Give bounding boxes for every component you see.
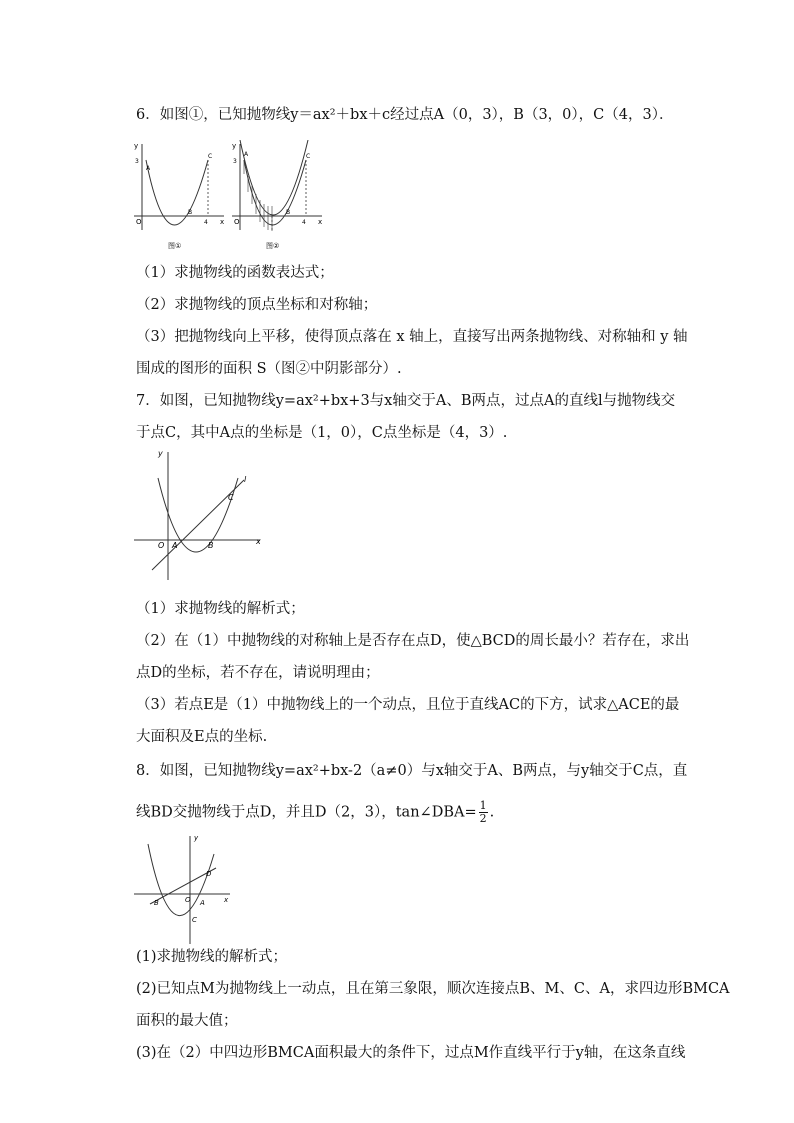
caption-fig1: 图①	[168, 242, 182, 250]
q7-stem-line1: 7．如图，已知抛物线y=ax²+bx+3与x轴交于A、B两点，过点A的直线l与抛物线交	[136, 393, 676, 409]
q7-part3-line1: （3）若点E是（1）中抛物线上的一个动点，且位于直线AC的下方，试求△ACE的最	[136, 697, 680, 713]
point-b: B	[208, 541, 214, 550]
origin-label: O	[234, 218, 240, 226]
point-a: A	[146, 165, 151, 172]
fraction-one-half	[479, 800, 488, 825]
x-axis-label: x	[256, 537, 261, 546]
x-tick-4: 4	[204, 219, 208, 226]
fraction-numerator: 1	[479, 799, 487, 812]
y-axis-label: y	[158, 449, 163, 458]
q7-figure	[132, 448, 268, 584]
q7-part2-line2: 点D的坐标，若不存在，请说明理由；	[136, 665, 380, 681]
q8-part2-line2: 面积的最大值；	[136, 1013, 238, 1029]
point-a: A	[200, 899, 205, 907]
origin-label: O	[136, 218, 142, 226]
q8-part1: (1)求抛物线的解析式；	[136, 949, 288, 965]
x-tick-4: 4	[302, 219, 306, 226]
q8-stem-line2-text: 线BD交抛物线于点D，并且D（2，3），tan∠DBA=	[136, 804, 477, 821]
q8-stem-line1: 8．如图，已知抛物线y=ax²+bx-2（a≠0）与x轴交于A、B两点，与y轴交于C点，直	[136, 763, 688, 779]
x-axis-label: x	[224, 896, 229, 904]
q8-figure	[132, 832, 232, 948]
point-c: C	[208, 153, 213, 160]
q7-part3-line2: 大面积及E点的坐标.	[136, 729, 268, 745]
y-axis-label: y	[194, 834, 199, 842]
y-axis-label: y	[232, 142, 237, 150]
q8-stem-period: .	[489, 804, 495, 821]
q7-part2-line1: （2）在（1）中抛物线的对称轴上是否存在点D，使△BCD的周长最小？若存在，求出	[136, 633, 690, 649]
point-d: D	[206, 870, 212, 878]
fraction-denominator: 2	[479, 812, 487, 825]
origin-label: O	[185, 896, 191, 904]
q8-stem-line2	[136, 800, 494, 825]
q6-part2: （2）求抛物线的顶点坐标和对称轴；	[136, 297, 378, 313]
y-axis-label: y	[134, 142, 139, 150]
point-a: A	[244, 151, 249, 158]
q7-part1: （1）求抛物线的解析式；	[136, 601, 305, 617]
point-c: C	[306, 153, 311, 160]
q7-stem-line2: 于点C，其中A点的坐标是（1，0），C点坐标是（4，3）.	[136, 425, 508, 441]
q6-stem: 6．如图①，已知抛物线y＝ax²＋bx＋c经过点A（0，3），B（3，0），C（4，3）．	[136, 107, 674, 123]
q6-part1: （1）求抛物线的函数表达式；	[136, 265, 334, 281]
q6-figure-2	[230, 140, 326, 252]
q8-part2-line1: (2)已知点M为抛物线上一动点，且在第三象限，顺次连接点B、M、C、A，求四边形BMCA	[136, 981, 730, 997]
point-b: B	[286, 209, 291, 216]
point-b: B	[154, 899, 159, 907]
point-b: B	[188, 209, 193, 216]
x-axis-label: x	[220, 218, 225, 226]
point-c: C	[192, 916, 197, 924]
caption-fig2: 图②	[266, 242, 280, 250]
q8-part3: (3)在（2）中四边形BMCA面积最大的条件下，过点M作直线平行于y轴，在这条直线	[136, 1045, 686, 1061]
line-l-label: l	[244, 475, 247, 484]
point-c: C	[228, 493, 234, 502]
q6-part3-line2: 围成的图形的面积 S（图②中阴影部分）.	[136, 361, 402, 377]
y-tick-3: 3	[135, 158, 139, 165]
y-tick-3: 3	[233, 158, 237, 165]
q6-part3-line1: （3）把抛物线向上平移，使得顶点落在 x 轴上，直接写出两条抛物线、对称轴和 y 轴	[136, 329, 688, 345]
origin-label: O	[158, 541, 165, 550]
x-axis-label: x	[318, 218, 323, 226]
point-a: A	[172, 541, 178, 550]
q6-figure-1	[132, 140, 228, 252]
